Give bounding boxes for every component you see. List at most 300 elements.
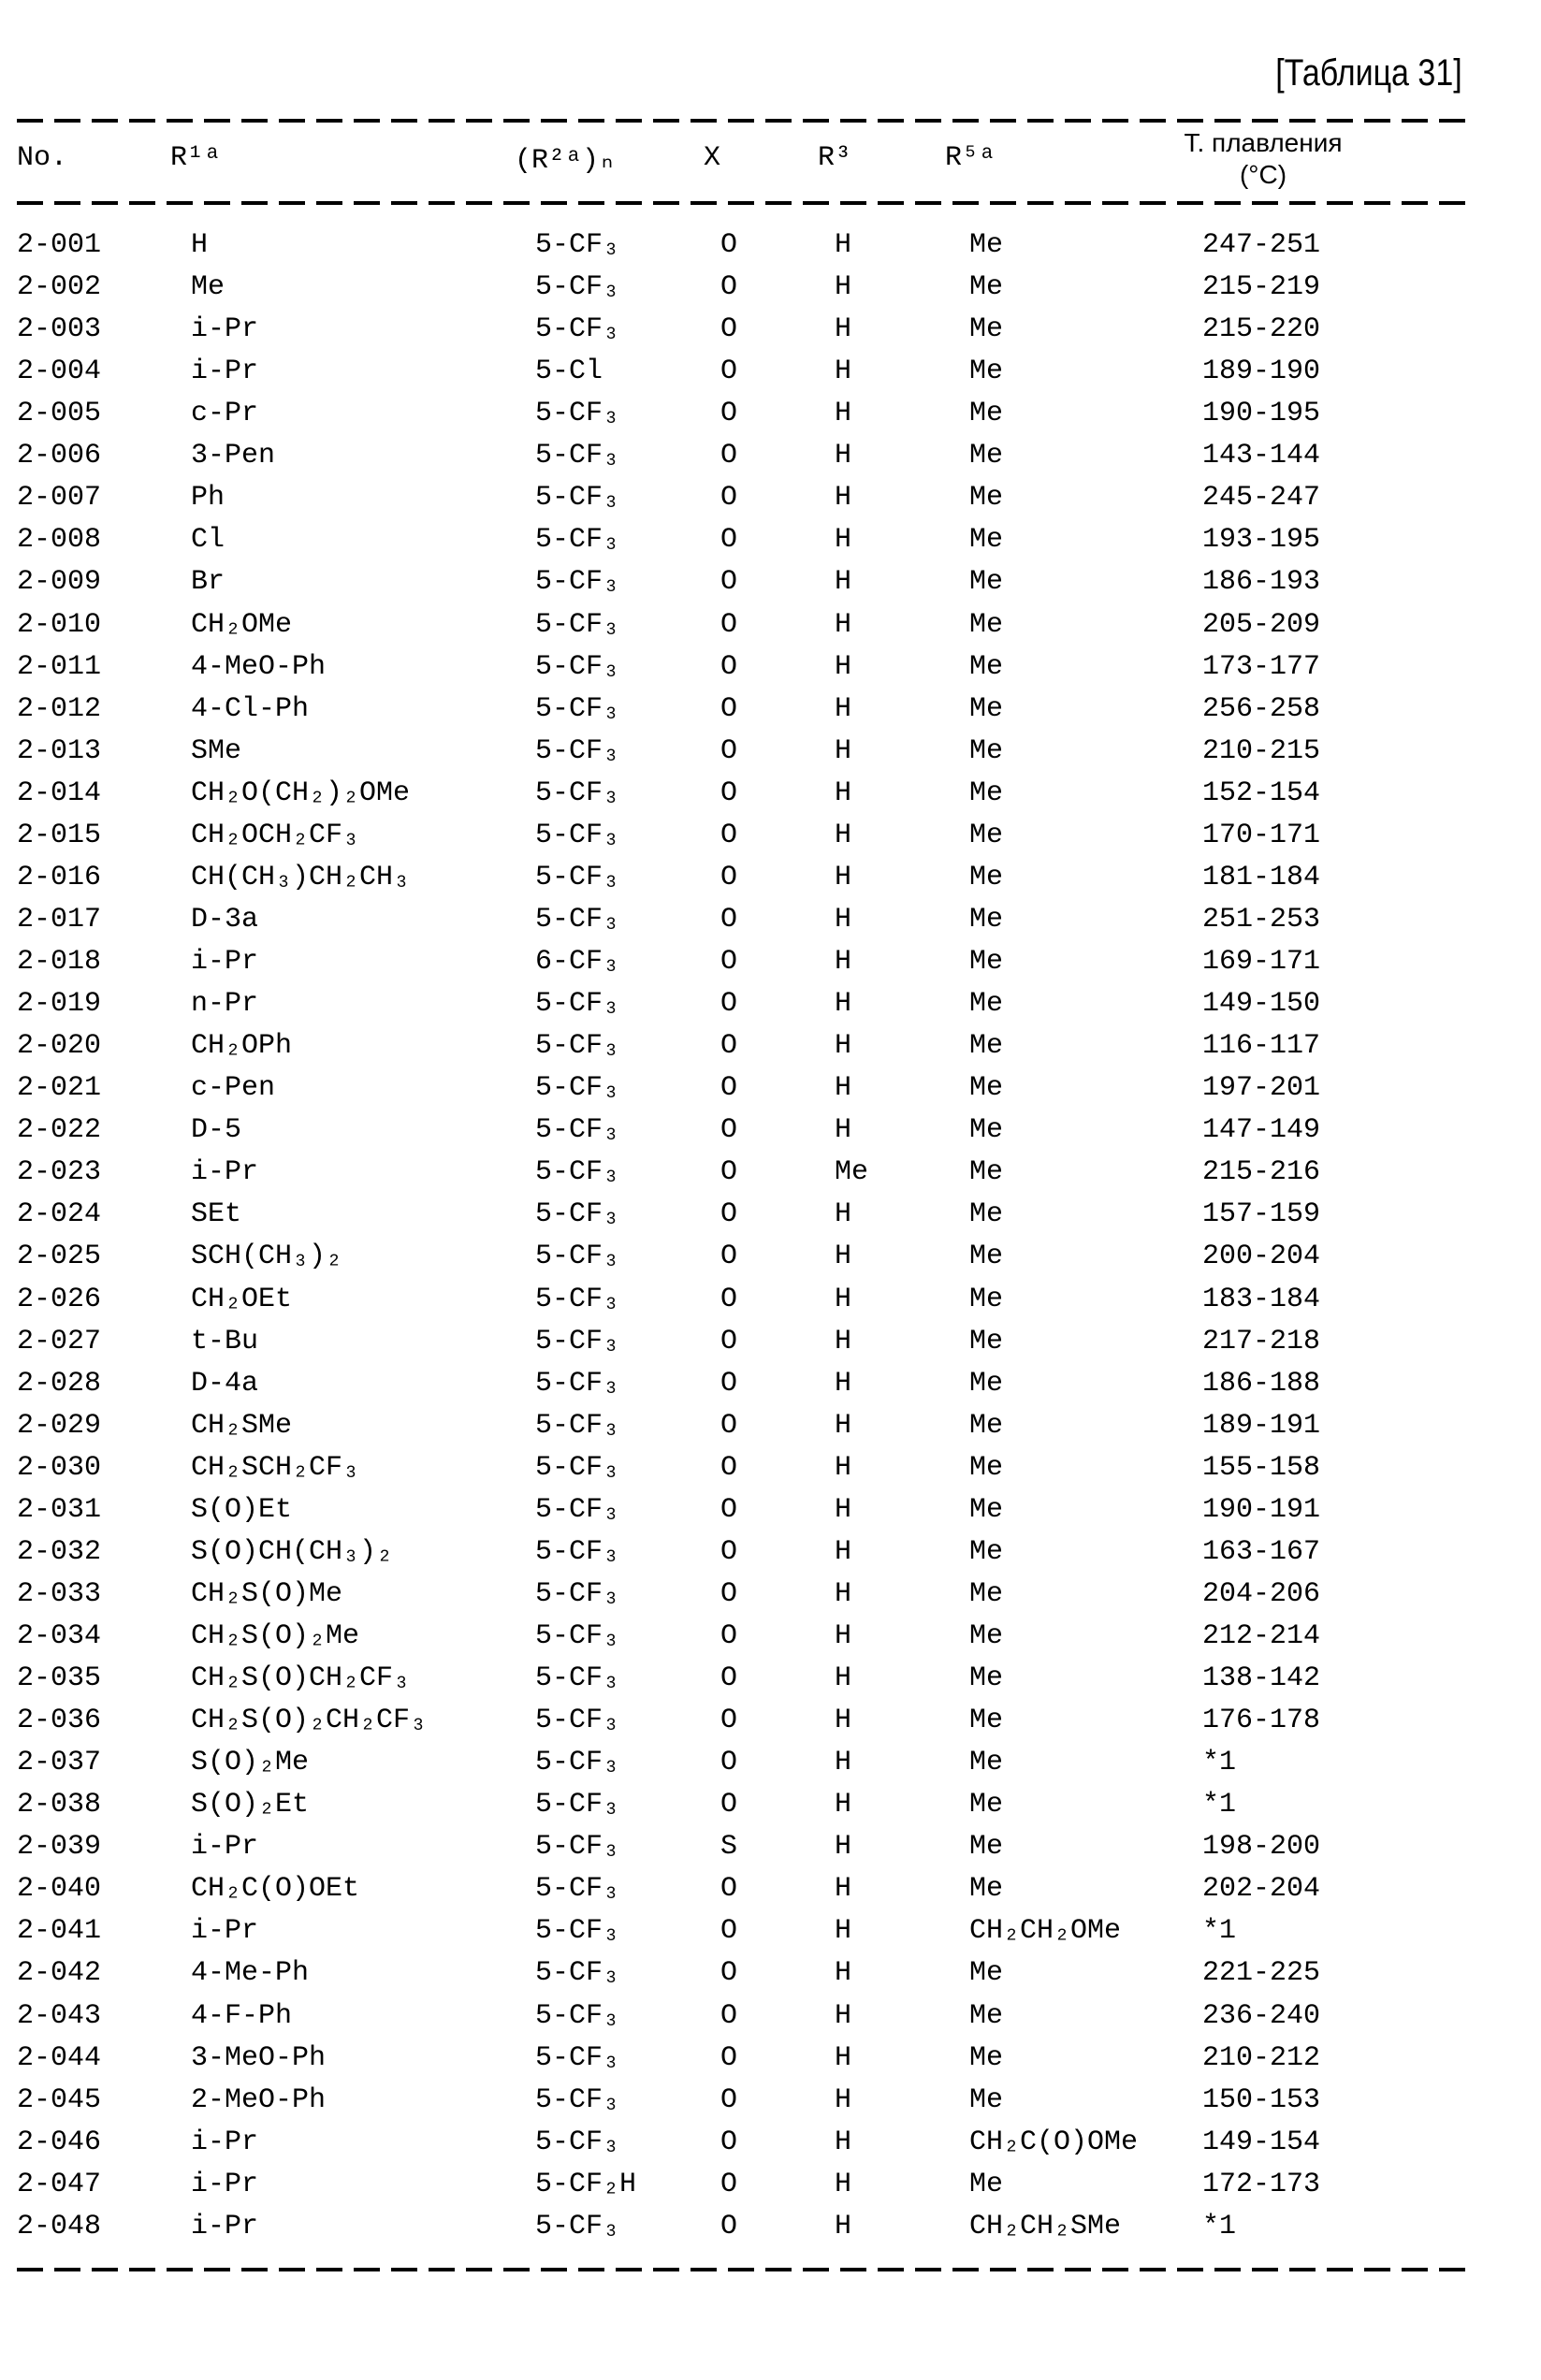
cell-x: O [720, 2169, 737, 2200]
cell-mp: 215-220 [1202, 313, 1320, 345]
cell-x: O [720, 693, 737, 725]
cell-x: O [720, 862, 737, 893]
cell-x: O [720, 271, 737, 303]
cell-x: O [720, 1114, 737, 1146]
cell-r5a: Me [969, 904, 1003, 936]
cell-x: O [720, 1326, 737, 1357]
cell-no: 2-045 [17, 2084, 101, 2116]
cell-r5a: Me [969, 1030, 1003, 1062]
table-title: [Таблица 31] [1276, 52, 1462, 94]
cell-x: O [720, 1789, 737, 1821]
cell-no: 2-047 [17, 2169, 101, 2200]
cell-r5a: Me [969, 482, 1003, 514]
cell-no: 2-037 [17, 1747, 101, 1778]
table-bottom-rule [17, 2268, 1476, 2271]
cell-r1a: CH₂SCH₂CF₃ [191, 1452, 359, 1484]
cell-r2a: 5-Cl [535, 356, 603, 387]
cell-r5a: Me [969, 988, 1003, 1020]
cell-r5a: Me [969, 1662, 1003, 1694]
cell-r5a: Me [969, 1831, 1003, 1863]
table-row [0, 566, 1541, 608]
header-melting-point [1141, 127, 1385, 191]
cell-r2a: 5-CF₃ [535, 1368, 619, 1400]
cell-r2a: 5-CF₃ [535, 609, 619, 641]
table-row [0, 271, 1541, 313]
cell-r1a: SEt [191, 1198, 241, 1230]
cell-r5a: Me [969, 313, 1003, 345]
cell-r5a: CH₂CH₂SMe [969, 2211, 1121, 2242]
cell-r2a: 5-CF₃ [535, 1747, 619, 1778]
cell-r1a: CH₂S(O)CH₂CF₃ [191, 1662, 410, 1694]
cell-mp: *1 [1202, 2211, 1236, 2242]
cell-mp: *1 [1202, 1747, 1236, 1778]
table-row [0, 1957, 1541, 1999]
cell-r3: H [835, 609, 851, 641]
cell-r3: H [835, 1494, 851, 1526]
cell-mp: 251-253 [1202, 904, 1320, 936]
cell-r1a: Br [191, 566, 225, 598]
cell-x: O [720, 1957, 737, 1989]
cell-mp: 186-193 [1202, 566, 1320, 598]
cell-r2a: 5-CF₃ [535, 1241, 619, 1272]
cell-r1a: Cl [191, 524, 225, 556]
cell-r2a: 5-CF₃ [535, 1284, 619, 1315]
cell-r5a: Me [969, 1114, 1003, 1146]
table-row [0, 313, 1541, 356]
cell-r1a: i-Pr [191, 356, 258, 387]
cell-r5a: Me [969, 1494, 1003, 1526]
cell-no: 2-027 [17, 1326, 101, 1357]
cell-mp: 210-212 [1202, 2042, 1320, 2074]
cell-r2a: 5-CF₃ [535, 229, 619, 261]
cell-r1a: Ph [191, 482, 225, 514]
cell-no: 2-001 [17, 229, 101, 261]
cell-x: O [720, 1030, 737, 1062]
cell-x: O [720, 609, 737, 641]
cell-r5a: Me [969, 1536, 1003, 1568]
cell-x: O [720, 229, 737, 261]
cell-x: O [720, 440, 737, 472]
cell-r3: H [835, 356, 851, 387]
table-row [0, 2042, 1541, 2084]
cell-mp: 190-191 [1202, 1494, 1320, 1526]
cell-mp: 149-150 [1202, 988, 1320, 1020]
cell-r1a: D-3a [191, 904, 258, 936]
cell-x: O [720, 735, 737, 767]
cell-mp: *1 [1202, 1915, 1236, 1947]
cell-r3: H [835, 1620, 851, 1652]
table-row [0, 440, 1541, 482]
cell-mp: 176-178 [1202, 1705, 1320, 1736]
cell-r1a: H [191, 229, 208, 261]
cell-r5a: Me [969, 1452, 1003, 1484]
cell-no: 2-033 [17, 1578, 101, 1610]
cell-r3: H [835, 1705, 851, 1736]
cell-mp: 221-225 [1202, 1957, 1320, 1989]
table-row [0, 1452, 1541, 1494]
cell-no: 2-030 [17, 1452, 101, 1484]
cell-no: 2-042 [17, 1957, 101, 1989]
table-row [0, 229, 1541, 271]
cell-x: O [720, 1578, 737, 1610]
cell-r1a: 4-MeO-Ph [191, 651, 326, 683]
cell-r1a: 4-Cl-Ph [191, 693, 309, 725]
cell-no: 2-039 [17, 1831, 101, 1863]
header-r1a: R¹ᵃ [170, 142, 221, 174]
cell-no: 2-025 [17, 1241, 101, 1272]
cell-r1a: i-Pr [191, 313, 258, 345]
cell-mp: 186-188 [1202, 1368, 1320, 1400]
table-row [0, 946, 1541, 988]
cell-r5a: Me [969, 440, 1003, 472]
cell-r1a: SMe [191, 735, 241, 767]
cell-no: 2-002 [17, 271, 101, 303]
cell-x: O [720, 1747, 737, 1778]
table-row [0, 1620, 1541, 1662]
cell-r3: H [835, 1198, 851, 1230]
cell-r5a: Me [969, 1156, 1003, 1188]
table-row [0, 2000, 1541, 2042]
table-row [0, 1662, 1541, 1705]
cell-r1a: i-Pr [191, 2211, 258, 2242]
cell-r3: H [835, 651, 851, 683]
cell-r2a: 5-CF₃ [535, 1957, 619, 1989]
cell-no: 2-005 [17, 398, 101, 429]
cell-r1a: CH₂SMe [191, 1410, 292, 1442]
cell-no: 2-015 [17, 820, 101, 851]
cell-r3: H [835, 946, 851, 978]
cell-r2a: 5-CF₃ [535, 1578, 619, 1610]
cell-mp: 189-190 [1202, 356, 1320, 387]
cell-r5a: CH₂C(O)OMe [969, 2126, 1138, 2158]
cell-r5a: Me [969, 946, 1003, 978]
cell-x: O [720, 1410, 737, 1442]
cell-mp: 210-215 [1202, 735, 1320, 767]
cell-r2a: 5-CF₃ [535, 735, 619, 767]
cell-no: 2-044 [17, 2042, 101, 2074]
table-row [0, 1284, 1541, 1326]
cell-r3: H [835, 2000, 851, 2032]
header-x: X [704, 142, 720, 174]
cell-r5a: Me [969, 1072, 1003, 1104]
cell-r5a: Me [969, 820, 1003, 851]
cell-mp: 202-204 [1202, 1873, 1320, 1905]
cell-r2a: 5-CF₃ [535, 440, 619, 472]
cell-no: 2-035 [17, 1662, 101, 1694]
table-row [0, 609, 1541, 651]
cell-r2a: 5-CF₃ [535, 651, 619, 683]
cell-mp: 190-195 [1202, 398, 1320, 429]
header-top-rule [17, 119, 1476, 123]
cell-r1a: S(O)₂Me [191, 1747, 309, 1778]
cell-x: O [720, 398, 737, 429]
cell-r2a: 5-CF₃ [535, 1831, 619, 1863]
cell-r1a: CH₂OPh [191, 1030, 292, 1062]
cell-mp: 170-171 [1202, 820, 1320, 851]
cell-r2a: 5-CF₃ [535, 1536, 619, 1568]
cell-mp: 172-173 [1202, 2169, 1320, 2200]
cell-no: 2-012 [17, 693, 101, 725]
cell-x: O [720, 313, 737, 345]
cell-r1a: 2-MeO-Ph [191, 2084, 326, 2116]
cell-r5a: Me [969, 1198, 1003, 1230]
cell-r5a: Me [969, 1620, 1003, 1652]
cell-x: O [720, 946, 737, 978]
cell-x: O [720, 1915, 737, 1947]
cell-r3: H [835, 904, 851, 936]
cell-r5a: Me [969, 524, 1003, 556]
cell-r1a: 4-Me-Ph [191, 1957, 309, 1989]
cell-r2a: 6-CF₃ [535, 946, 619, 978]
cell-r5a: Me [969, 651, 1003, 683]
cell-r2a: 5-CF₃ [535, 777, 619, 809]
cell-no: 2-028 [17, 1368, 101, 1400]
cell-r2a: 5-CF₃ [535, 1030, 619, 1062]
table-row [0, 1747, 1541, 1789]
cell-x: O [720, 2084, 737, 2116]
cell-r3: H [835, 1578, 851, 1610]
cell-r3: H [835, 2211, 851, 2242]
cell-no: 2-048 [17, 2211, 101, 2242]
cell-r3: H [835, 777, 851, 809]
cell-r2a: 5-CF₃ [535, 1198, 619, 1230]
cell-r5a: Me [969, 398, 1003, 429]
cell-x: O [720, 2000, 737, 2032]
cell-r3: H [835, 1368, 851, 1400]
cell-x: O [720, 1452, 737, 1484]
cell-r1a: D-5 [191, 1114, 241, 1146]
cell-r2a: 5-CF₃ [535, 2042, 619, 2074]
cell-mp: 205-209 [1202, 609, 1320, 641]
cell-r2a: 5-CF₃ [535, 566, 619, 598]
cell-r2a: 5-CF₃ [535, 1156, 619, 1188]
cell-mp: 183-184 [1202, 1284, 1320, 1315]
cell-r3: H [835, 271, 851, 303]
table-row [0, 1789, 1541, 1831]
cell-no: 2-040 [17, 1873, 101, 1905]
cell-x: O [720, 1494, 737, 1526]
cell-r3: H [835, 1030, 851, 1062]
cell-mp: 150-153 [1202, 2084, 1320, 2116]
cell-mp: 217-218 [1202, 1326, 1320, 1357]
cell-no: 2-017 [17, 904, 101, 936]
cell-r2a: 5-CF₃ [535, 820, 619, 851]
cell-no: 2-003 [17, 313, 101, 345]
cell-r1a: CH₂OCH₂CF₃ [191, 820, 359, 851]
cell-no: 2-023 [17, 1156, 101, 1188]
cell-x: O [720, 1705, 737, 1736]
cell-r2a: 5-CF₃ [535, 1873, 619, 1905]
cell-r1a: S(O)Et [191, 1494, 292, 1526]
cell-mp: 204-206 [1202, 1578, 1320, 1610]
cell-x: O [720, 2042, 737, 2074]
cell-no: 2-034 [17, 1620, 101, 1652]
table-row [0, 356, 1541, 398]
cell-r3: H [835, 1410, 851, 1442]
cell-r1a: CH₂O(CH₂)₂OMe [191, 777, 410, 809]
header-r2a: (R²ᵃ)ₙ [515, 142, 616, 177]
cell-x: O [720, 820, 737, 851]
cell-r3: H [835, 1452, 851, 1484]
cell-x: S [720, 1831, 737, 1863]
cell-r2a: 5-CF₃ [535, 398, 619, 429]
cell-mp: 197-201 [1202, 1072, 1320, 1104]
cell-r3: H [835, 693, 851, 725]
cell-r1a: CH₂S(O)Me [191, 1578, 342, 1610]
cell-r5a: Me [969, 693, 1003, 725]
cell-r5a: Me [969, 356, 1003, 387]
cell-no: 2-016 [17, 862, 101, 893]
header-r3: R³ [818, 142, 851, 174]
cell-r5a: Me [969, 1326, 1003, 1357]
cell-r3: H [835, 1789, 851, 1821]
cell-r1a: 3-Pen [191, 440, 275, 472]
cell-r3: H [835, 988, 851, 1020]
cell-r1a: CH₂S(O)₂Me [191, 1620, 359, 1652]
table-row [0, 1873, 1541, 1915]
cell-r1a: n-Pr [191, 988, 258, 1020]
cell-r3: H [835, 1915, 851, 1947]
cell-no: 2-004 [17, 356, 101, 387]
cell-no: 2-014 [17, 777, 101, 809]
cell-r5a: Me [969, 609, 1003, 641]
cell-r5a: Me [969, 1747, 1003, 1778]
cell-r2a: 5-CF₃ [535, 1789, 619, 1821]
cell-no: 2-026 [17, 1284, 101, 1315]
cell-r5a: Me [969, 2169, 1003, 2200]
table-row [0, 524, 1541, 566]
cell-mp: 256-258 [1202, 693, 1320, 725]
cell-r5a: Me [969, 1578, 1003, 1610]
cell-r2a: 5-CF₃ [535, 524, 619, 556]
cell-r2a: 5-CF₃ [535, 2211, 619, 2242]
cell-x: O [720, 1368, 737, 1400]
table-row [0, 651, 1541, 693]
cell-r2a: 5-CF₂H [535, 2169, 636, 2200]
cell-no: 2-041 [17, 1915, 101, 1947]
table-row [0, 1030, 1541, 1072]
cell-r5a: Me [969, 2042, 1003, 2074]
cell-no: 2-043 [17, 2000, 101, 2032]
cell-r5a: CH₂CH₂OMe [969, 1915, 1121, 1947]
cell-mp: 116-117 [1202, 1030, 1320, 1062]
cell-x: O [720, 1284, 737, 1315]
cell-no: 2-009 [17, 566, 101, 598]
cell-no: 2-013 [17, 735, 101, 767]
cell-no: 2-046 [17, 2126, 101, 2158]
cell-no: 2-029 [17, 1410, 101, 1442]
cell-r1a: CH(CH₃)CH₂CH₃ [191, 862, 410, 893]
cell-mp: 193-195 [1202, 524, 1320, 556]
cell-x: O [720, 1156, 737, 1188]
cell-no: 2-006 [17, 440, 101, 472]
cell-mp: 212-214 [1202, 1620, 1320, 1652]
cell-mp: 143-144 [1202, 440, 1320, 472]
cell-mp: 215-219 [1202, 271, 1320, 303]
cell-x: O [720, 524, 737, 556]
cell-r3: Me [835, 1156, 868, 1188]
cell-r1a: i-Pr [191, 2126, 258, 2158]
cell-r5a: Me [969, 1789, 1003, 1821]
cell-mp: 198-200 [1202, 1831, 1320, 1863]
cell-x: O [720, 2126, 737, 2158]
table-row [0, 2169, 1541, 2211]
cell-r1a: CH₂OMe [191, 609, 292, 641]
table-row [0, 1198, 1541, 1241]
cell-r2a: 5-CF₃ [535, 1452, 619, 1484]
cell-r3: H [835, 313, 851, 345]
cell-x: O [720, 1198, 737, 1230]
cell-x: O [720, 1241, 737, 1272]
cell-x: O [720, 356, 737, 387]
cell-r2a: 5-CF₃ [535, 1410, 619, 1442]
cell-r1a: CH₂S(O)₂CH₂CF₃ [191, 1705, 427, 1736]
cell-r5a: Me [969, 229, 1003, 261]
cell-r1a: i-Pr [191, 2169, 258, 2200]
cell-r2a: 5-CF₃ [535, 1494, 619, 1526]
cell-no: 2-020 [17, 1030, 101, 1062]
cell-r2a: 5-CF₃ [535, 988, 619, 1020]
cell-no: 2-011 [17, 651, 101, 683]
cell-mp: 200-204 [1202, 1241, 1320, 1272]
table-row [0, 862, 1541, 904]
cell-no: 2-036 [17, 1705, 101, 1736]
table-row [0, 693, 1541, 735]
cell-mp: 152-154 [1202, 777, 1320, 809]
cell-r3: H [835, 1873, 851, 1905]
cell-r1a: S(O)CH(CH₃)₂ [191, 1536, 393, 1568]
table-row [0, 1831, 1541, 1873]
cell-no: 2-018 [17, 946, 101, 978]
table-row [0, 1114, 1541, 1156]
cell-r5a: Me [969, 777, 1003, 809]
cell-mp: 173-177 [1202, 651, 1320, 683]
cell-r1a: CH₂OEt [191, 1284, 292, 1315]
cell-r5a: Me [969, 1241, 1003, 1272]
cell-r3: H [835, 1326, 851, 1357]
cell-x: O [720, 777, 737, 809]
cell-mp: 149-154 [1202, 2126, 1320, 2158]
cell-mp: 138-142 [1202, 1662, 1320, 1694]
cell-x: O [720, 988, 737, 1020]
cell-r5a: Me [969, 735, 1003, 767]
cell-r3: H [835, 524, 851, 556]
cell-r1a: t-Bu [191, 1326, 258, 1357]
table-row [0, 777, 1541, 820]
cell-mp: 157-159 [1202, 1198, 1320, 1230]
cell-x: O [720, 1873, 737, 1905]
cell-r2a: 5-CF₃ [535, 1072, 619, 1104]
cell-r3: H [835, 1072, 851, 1104]
cell-r3: H [835, 2126, 851, 2158]
cell-r5a: Me [969, 1284, 1003, 1315]
cell-r3: H [835, 1747, 851, 1778]
cell-r1a: i-Pr [191, 946, 258, 978]
cell-r2a: 5-CF₃ [535, 1662, 619, 1694]
table-row [0, 1072, 1541, 1114]
cell-r1a: CH₂C(O)OEt [191, 1873, 359, 1905]
table-row [0, 1705, 1541, 1747]
cell-r5a: Me [969, 271, 1003, 303]
cell-r2a: 5-CF₃ [535, 1705, 619, 1736]
cell-mp: 181-184 [1202, 862, 1320, 893]
cell-r2a: 5-CF₃ [535, 1326, 619, 1357]
cell-r1a: i-Pr [191, 1915, 258, 1947]
cell-r3: H [835, 482, 851, 514]
cell-mp: 245-247 [1202, 482, 1320, 514]
cell-r2a: 5-CF₃ [535, 1114, 619, 1146]
cell-r1a: 4-F-Ph [191, 2000, 292, 2032]
